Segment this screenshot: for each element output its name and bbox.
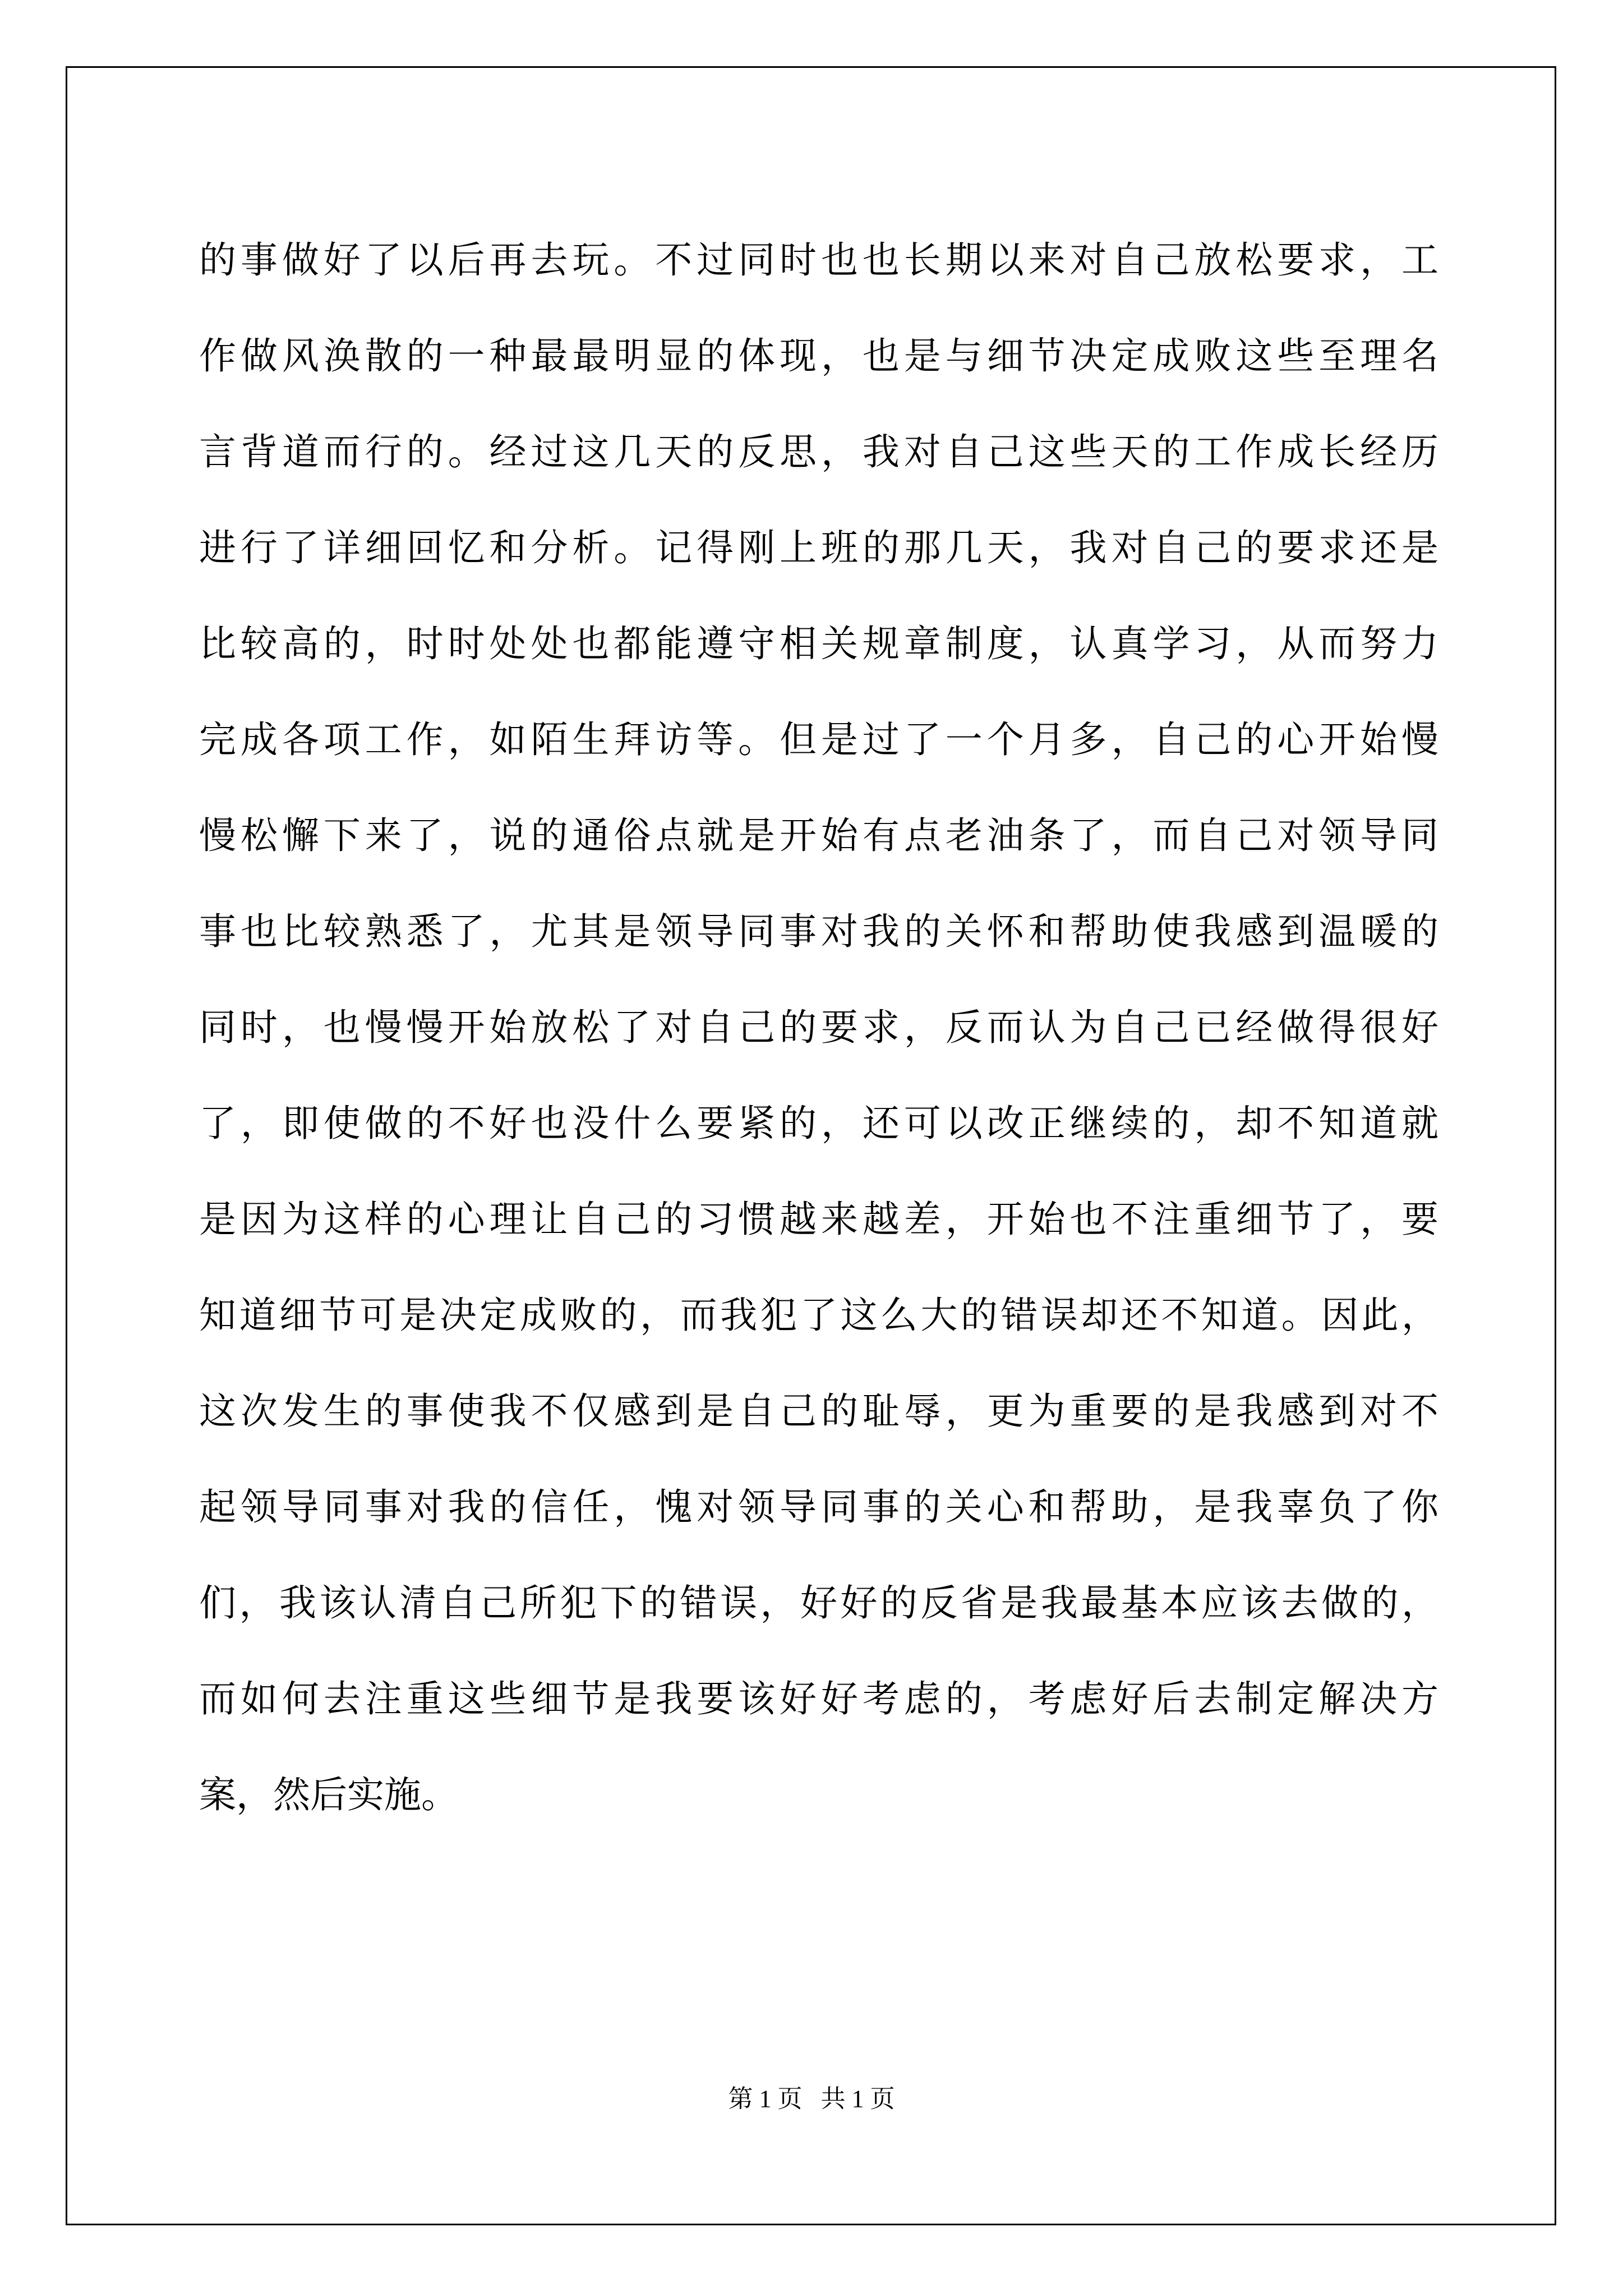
text-line: 进行了详细回忆和分析。记得刚上班的那几天，我对自己的要求还是: [199, 526, 1438, 569]
text-line: 知道细节可是决定成败的，而我犯了这么大的错误却还不知道。因此，: [199, 1294, 1438, 1337]
document-body: [199, 212, 1438, 1843]
text-line: 完成各项工作，如陌生拜访等。但是过了一个月多，自己的心开始慢: [199, 718, 1438, 761]
page-footer: [0, 2083, 1623, 2115]
footer-gap: [803, 2085, 821, 2113]
text-line: 了，即使做的不好也没什么要紧的，还可以改正继续的，却不知道就: [199, 1102, 1438, 1145]
text-line: 是因为这样的心理让自己的习惯越来越差，开始也不注重细节了，要: [199, 1198, 1438, 1241]
text-line: 的事做好了以后再去玩。不过同时也也长期以来对自己放松要求，工: [199, 238, 1438, 282]
text-line-last: 案，然后实施。: [199, 1773, 458, 1816]
text-line: 言背道而行的。经过这几天的反思，我对自己这些天的工作成长经历: [199, 430, 1438, 473]
text-line: 比较高的，时时处处也都能遵守相关规章制度，认真学习，从而努力: [199, 622, 1438, 665]
text-line: 同时，也慢慢开始放松了对自己的要求，反而认为自己已经做得很好: [199, 1006, 1438, 1049]
text-line: 这次发生的事使我不仅感到是自己的耻辱，更为重要的是我感到对不: [199, 1389, 1438, 1433]
text-line: 慢松懈下来了，说的通俗点就是开始有点老油条了，而自己对领导同: [199, 814, 1438, 857]
text-line: 们，我该认清自己所犯下的错误，好好的反省是我最基本应该去做的，: [199, 1581, 1438, 1625]
page-total: 共 1 页: [820, 2085, 895, 2113]
text-line: 作做风涣散的一种最最明显的体现，也是与细节决定成败这些至理名: [199, 334, 1438, 378]
page-number: 第 1 页: [728, 2085, 803, 2113]
text-line: 而如何去注重这些细节是我要该好好考虑的，考虑好后去制定解决方: [199, 1677, 1438, 1720]
text-line: 起领导同事对我的信任，愧对领导同事的关心和帮助，是我辜负了你: [199, 1485, 1438, 1529]
text-line: 事也比较熟悉了，尤其是领导同事对我的关怀和帮助使我感到温暖的: [199, 910, 1438, 953]
